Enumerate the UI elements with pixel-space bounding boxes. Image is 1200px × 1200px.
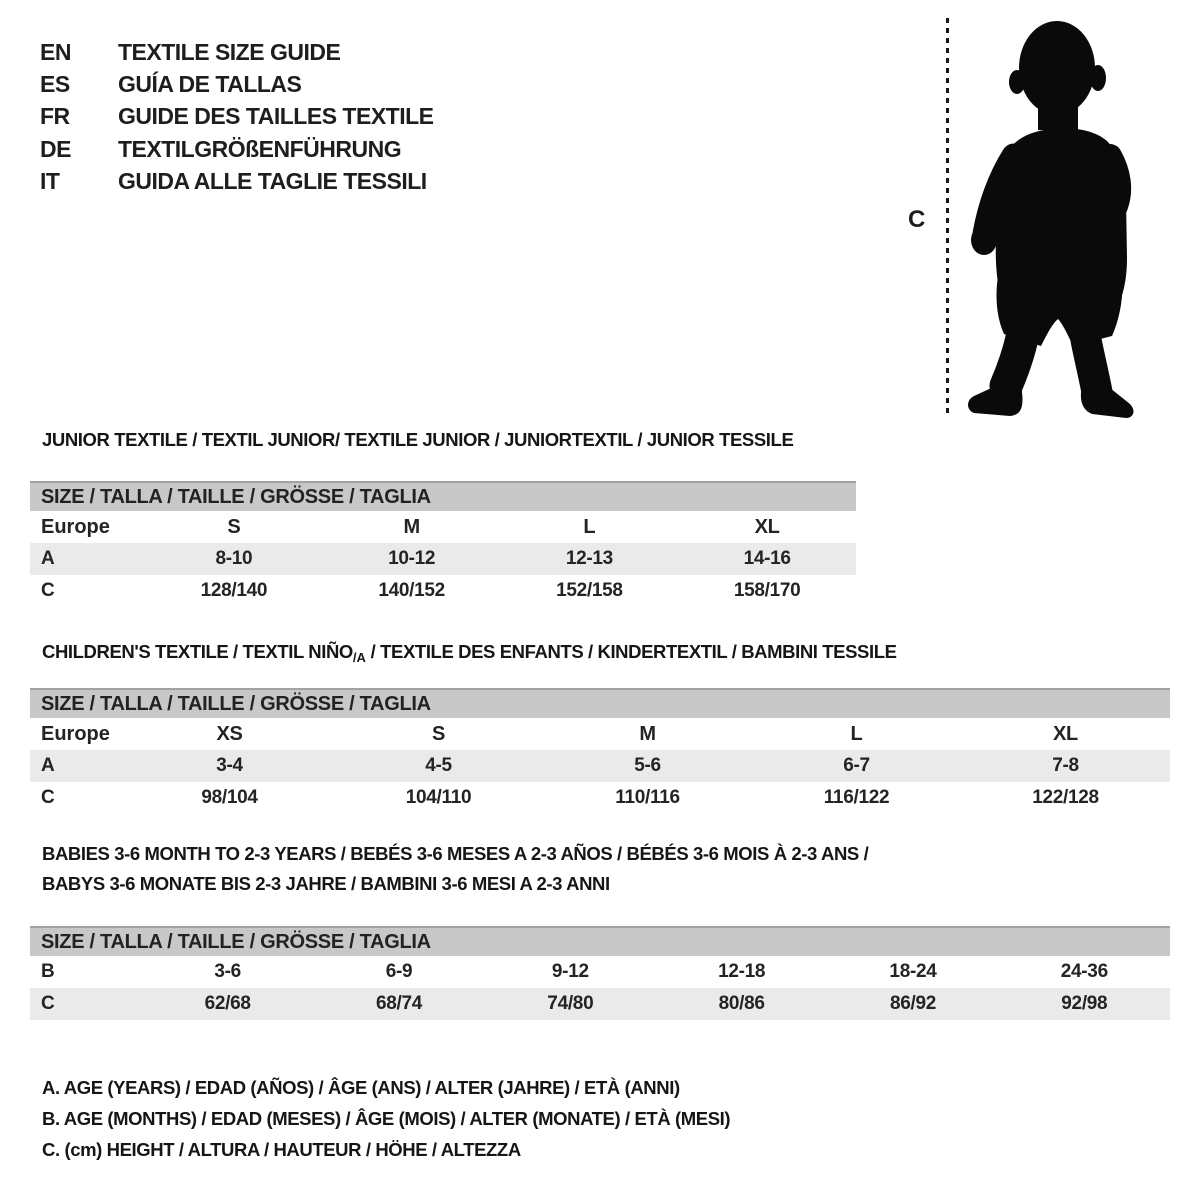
table-cell: 128/140 [200,580,268,601]
children-title-subscript: /A [352,650,366,665]
row-label: A [41,755,55,776]
table-cell: 10-12 [388,548,436,569]
table-cell: 140/152 [378,580,445,601]
table-cell: 14-16 [743,548,791,569]
table-cell: 5-6 [634,755,661,776]
table-cell: 80/86 [718,993,765,1014]
table-cell: 86/92 [889,993,936,1014]
language-list [40,36,434,198]
table-cell: XL [754,515,780,538]
table-cell: L [583,515,596,538]
row-label: C [41,787,55,808]
row-label: A [41,548,55,569]
size-header-bar: SIZE / TALLA / TAILLE / GRÖSSE / TAGLIA [30,688,1170,718]
language-code: DE [40,135,71,162]
table-cell: XL [1053,722,1078,745]
table-cell: 9-12 [551,961,589,982]
size-header-bar: SIZE / TALLA / TAILLE / GRÖSSE / TAGLIA [30,926,1170,956]
children-title-text: CHILDREN'S TEXTILE / TEXTIL NIÑO [42,641,353,662]
language-label: GUIDE DES TAILLES TEXTILE [118,103,434,130]
table-cell: 152/158 [556,580,623,601]
row-label: Europe [41,515,110,538]
table-cell: 158/170 [733,580,801,601]
babies-section-title-line1: BABIES 3-6 MONTH TO 2-3 YEARS / BEBÉS 3-6 MESES A 2-3 AÑOS / BÉBÉS 3-6 MOIS À 2-3 ANS / [42,843,869,864]
table-cell: 6-9 [385,961,413,982]
table-cell: M [639,722,656,745]
table-cell: L [850,722,863,745]
language-row-en [40,36,434,68]
babies-section-title-line2: BABYS 3-6 MONATE BIS 2-3 JAHRE / BAMBINI 3-6 MESI A 2-3 ANNI [42,873,610,894]
language-code: ES [40,71,70,98]
language-code: FR [40,103,70,130]
table-cell: 3-4 [216,755,243,776]
children-size-table [30,688,1170,814]
language-row-fr [40,101,434,133]
row-label: B [41,961,55,982]
language-code: EN [40,38,71,65]
table-cell: 98/104 [201,787,258,808]
table-cell: 24-36 [1060,961,1108,982]
table-cell: 12-13 [565,548,613,569]
junior-section-title: JUNIOR TEXTILE / TEXTIL JUNIOR/ TEXTILE JUNIOR / JUNIORTEXTIL / JUNIOR TESSILE [42,429,794,450]
children-section-title [42,641,897,663]
babies-size-table [30,926,1170,1020]
table-cell: 4-5 [425,755,452,776]
junior-size-table [30,481,856,607]
height-dashed-line [946,18,949,418]
table-cell: S [431,722,446,745]
table-cell: 104/110 [405,787,472,808]
table-cell: XS [216,722,243,745]
language-label: GUÍA DE TALLAS [118,71,302,98]
language-label: GUIDA ALLE TAGLIE TESSILI [118,168,427,195]
table-cell: 62/68 [204,993,251,1014]
language-row-es [40,68,434,100]
table-row-age [30,543,856,575]
language-row-de [40,133,434,165]
height-measure-label: C [908,206,926,233]
table-row-height [30,988,1170,1020]
legend-line-a: A. AGE (YEARS) / EDAD (AÑOS) / ÂGE (ANS) / ALTER (JAHRE) / ETÀ (ANNI) [42,1076,680,1098]
table-cell: M [403,515,420,538]
table-cell: 3-6 [214,961,241,982]
row-label: Europe [41,722,110,745]
table-row-age [30,750,1170,782]
table-cell: 68/74 [375,993,423,1014]
table-cell: 110/116 [615,787,680,808]
table-row-months [30,956,1170,988]
table-row-height [30,575,856,607]
row-label: C [41,993,55,1014]
table-cell: 74/80 [547,993,594,1014]
toddler-silhouette-image [958,14,1143,424]
children-title-text: / TEXTILE DES ENFANTS / KINDERTEXTIL / BAMBINI TESSILE [365,641,897,662]
table-cell: 7-8 [1052,755,1079,776]
table-cell: 122/128 [1032,787,1099,808]
language-code: IT [40,168,60,195]
language-label: TEXTILE SIZE GUIDE [118,38,341,65]
table-row-europe [30,718,1170,750]
legend-line-c: C. (cm) HEIGHT / ALTURA / HAUTEUR / HÖHE / ALTEZZA [42,1138,521,1160]
row-label: C [41,580,55,601]
table-row-height [30,782,1170,814]
table-cell: 12-18 [718,961,766,982]
table-cell: 92/98 [1061,993,1108,1014]
measure-legend [42,1072,730,1165]
table-cell: 18-24 [889,961,937,982]
table-row-europe [30,511,856,543]
table-cell: S [227,515,241,538]
size-header-bar: SIZE / TALLA / TAILLE / GRÖSSE / TAGLIA [30,481,856,511]
table-cell: 8-10 [215,548,253,569]
table-cell: 6-7 [843,755,870,776]
table-cell: 116/122 [823,787,890,808]
language-row-it [40,166,434,198]
language-label: TEXTILGRÖßENFÜHRUNG [118,135,402,162]
legend-line-b: B. AGE (MONTHS) / EDAD (MESES) / ÂGE (MOIS) / ALTER (MONATE) / ETÀ (MESI) [42,1107,731,1129]
